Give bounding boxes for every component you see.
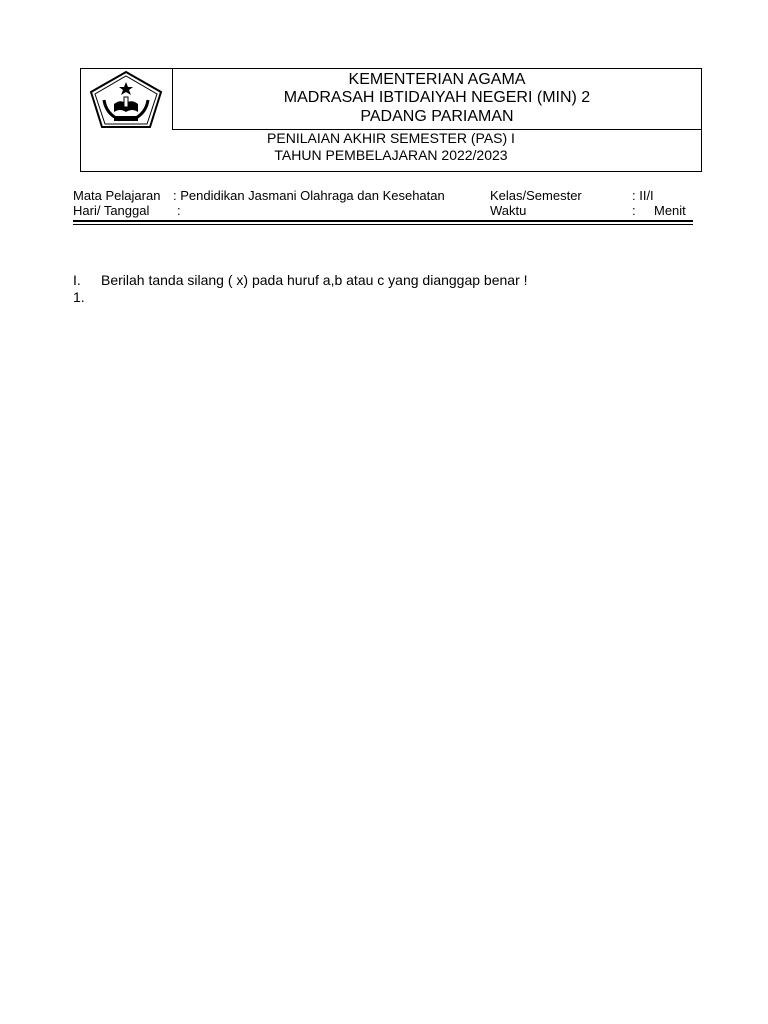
school-location: PADANG PARIAMAN	[360, 108, 514, 125]
day-value: :	[177, 203, 181, 218]
class-value: : II/I	[632, 188, 654, 203]
question-number: 1.	[73, 289, 85, 305]
exam-year: TAHUN PEMBELAJARAN 2022/2023	[274, 147, 508, 163]
subject-label: Mata Pelajaran	[73, 188, 161, 203]
school-name: MADRASAH IBTIDAIYAH NEGERI (MIN) 2	[283, 89, 591, 106]
ministry-name: KEMENTERIAN AGAMA	[348, 71, 526, 88]
kemenag-emblem-icon	[88, 70, 164, 130]
header-box	[80, 68, 702, 172]
logo-cell	[81, 69, 173, 130]
section-instruction: Berilah tanda silang ( x) pada huruf a,b atau c yang dianggap benar !	[101, 272, 528, 288]
time-label: Waktu	[490, 203, 527, 218]
section-number: I.	[73, 272, 81, 288]
header-divider-thick	[73, 220, 693, 222]
subject-value: : Pendidikan Jasmani Olahraga dan Kesehatan	[173, 188, 445, 203]
time-unit: Menit	[654, 203, 686, 218]
header-title-cell	[173, 69, 701, 130]
day-label: Hari/ Tanggal	[73, 203, 150, 218]
class-label: Kelas/Semester	[490, 188, 582, 203]
header-divider-thin	[73, 224, 693, 225]
exam-title: PENILAIAN AKHIR SEMESTER (PAS) I	[267, 130, 515, 146]
time-colon: :	[632, 203, 636, 218]
